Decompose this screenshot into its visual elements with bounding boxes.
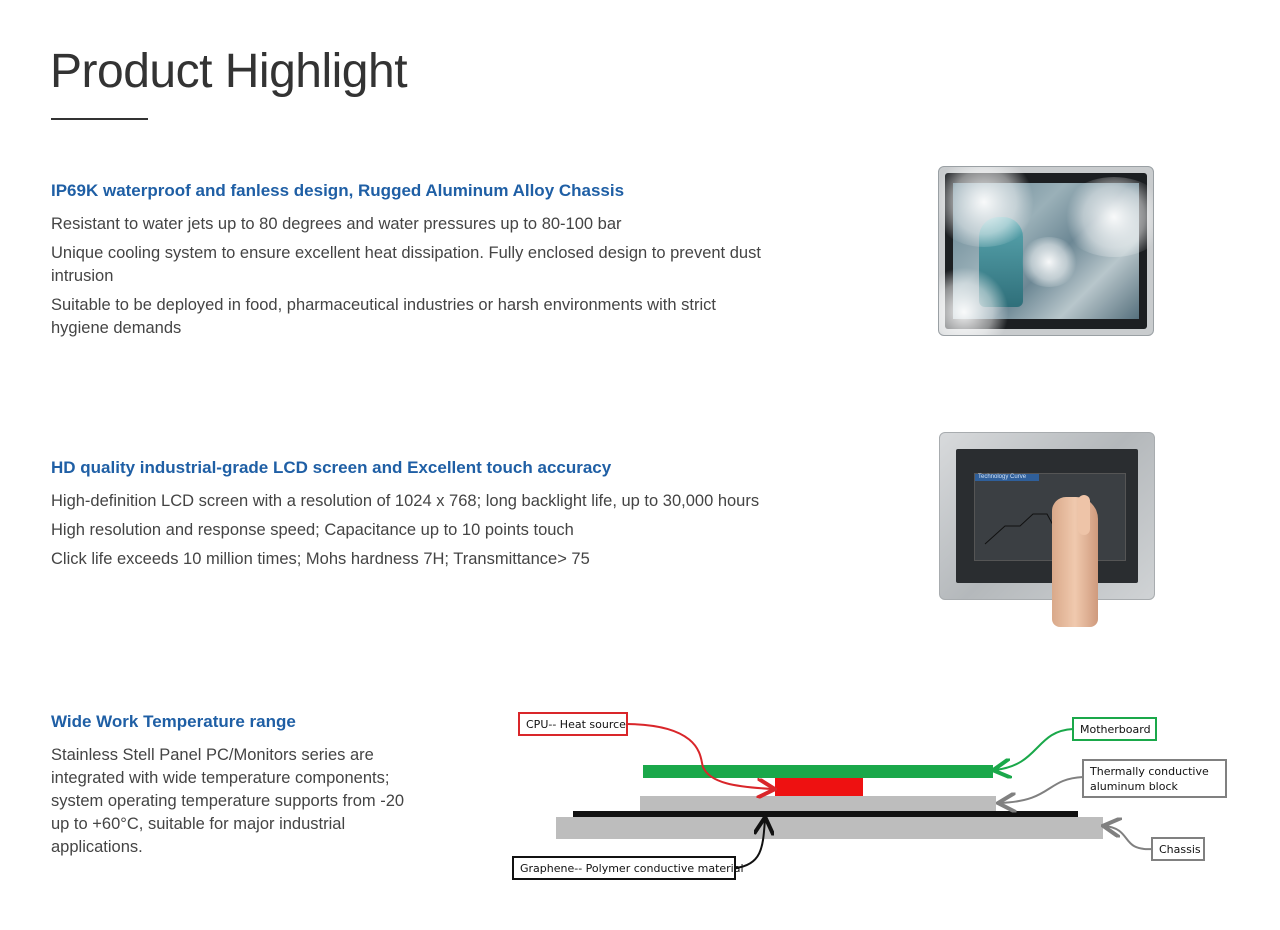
section-lcd-title: HD quality industrial-grade LCD screen and Excellent touch accuracy <box>51 458 612 477</box>
cpu-callout-arrow <box>627 724 773 789</box>
section-lcd-list <box>51 490 811 577</box>
graphene-label: Graphene-- Polymer conductive material <box>520 862 744 875</box>
thermal-block-callout-arrow <box>1000 777 1083 803</box>
list-item: High resolution and response speed; Capacitance up to 10 points touch <box>51 521 574 539</box>
list-item: Unique cooling system to ensure excellent heat dissipation. Fully enclosed design to prevent dust intrusion <box>51 244 761 285</box>
touch-panel-pc-image <box>939 432 1155 600</box>
cpu-layer <box>775 778 863 796</box>
chassis-layer <box>556 817 1103 839</box>
section-waterproof-title: IP69K waterproof and fanless design, Rugged Aluminum Alloy Chassis <box>51 181 625 200</box>
screen-ui-title: Technology Curve <box>978 474 1027 480</box>
list-item: High-definition LCD screen with a resolution of 1024 x 768; long backlight life, up to 30,000 hours <box>51 492 760 510</box>
section-temperature-paragraph: Stainless Stell Panel PC/Monitors series are integrated with wide temperature components; system operating temperature supports from -20 up to +60°C, suitable for major industrial applications. <box>51 746 405 856</box>
motherboard-callout-arrow <box>995 729 1073 770</box>
thermal-block-label-line2: aluminum block <box>1090 780 1178 793</box>
page-title: Product Highlight <box>50 45 408 98</box>
section-waterproof-list <box>51 213 771 346</box>
thermal-structure-diagram <box>505 705 1235 890</box>
list-item: Click life exceeds 10 million times; Mohs hardness 7H; Transmittance> 75 <box>51 550 590 568</box>
list-item: Resistant to water jets up to 80 degrees and water pressures up to 80-100 bar <box>51 215 622 233</box>
motherboard-layer <box>643 765 993 778</box>
graphene-layer <box>573 811 1078 817</box>
aluminum-block-layer <box>640 796 996 811</box>
waterproof-panel-pc-image <box>938 166 1154 336</box>
screen-chart-ui <box>974 473 1126 561</box>
chassis-label: Chassis <box>1159 843 1201 856</box>
title-underline <box>51 118 148 120</box>
thermal-block-label-line1: Thermally conductive <box>1090 765 1209 778</box>
hand-icon <box>1052 497 1098 627</box>
cpu-label: CPU-- Heat source <box>526 718 626 731</box>
list-item: Suitable to be deployed in food, pharmaceutical industries or harsh environments with strict hygiene demands <box>51 296 716 337</box>
section-temperature-title: Wide Work Temperature range <box>51 712 296 731</box>
chassis-callout-arrow <box>1105 826 1152 849</box>
motherboard-label: Motherboard <box>1080 723 1151 736</box>
